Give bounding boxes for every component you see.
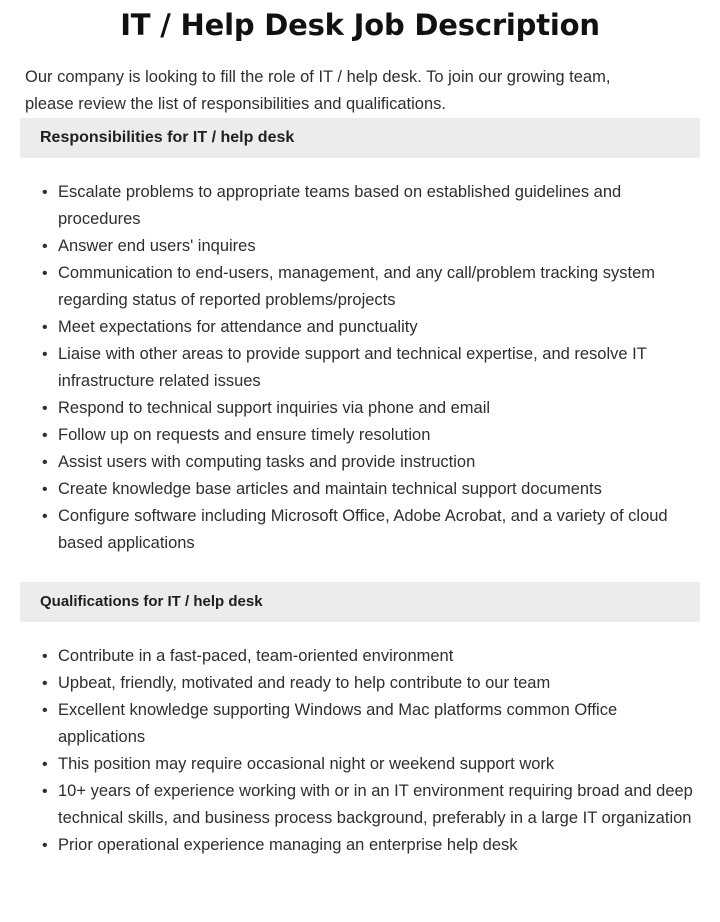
- list-item: [0, 643, 720, 670]
- list-item: [0, 422, 720, 449]
- list-item-text: Upbeat, friendly, motivated and ready to help contribute to our team: [58, 674, 551, 692]
- bullet-icon: •: [42, 319, 48, 336]
- bullet-icon: •: [42, 184, 48, 201]
- responsibilities-list: [0, 179, 720, 557]
- list-item: [0, 476, 720, 503]
- list-item: [0, 503, 720, 557]
- list-item-text: Liaise with other areas to provide support and technical expertise, and resolve IT infrastructure related issues: [58, 345, 647, 390]
- list-item-text: Answer end users' inquires: [58, 237, 256, 255]
- list-item: [0, 751, 720, 778]
- bullet-icon: •: [42, 783, 48, 800]
- section-title-qualifications: Qualifications for IT / help desk: [40, 593, 263, 610]
- list-item-text: Contribute in a fast-paced, team-oriented environment: [58, 647, 454, 665]
- list-item-text: Prior operational experience managing an enterprise help desk: [58, 836, 518, 854]
- bullet-icon: •: [42, 427, 48, 444]
- list-item: [0, 449, 720, 476]
- bullet-icon: •: [42, 702, 48, 719]
- spacer: [0, 859, 720, 879]
- list-item-text: Communication to end-users, management, and any call/problem tracking system regarding status of reported problems/projects: [58, 264, 656, 309]
- page-title: IT / Help Desk Job Description: [120, 8, 600, 42]
- list-item: [0, 832, 720, 859]
- list-item: [0, 341, 720, 395]
- list-item-text: Configure software including Microsoft Office, Adobe Acrobat, and a variety of cloud based applications: [58, 507, 668, 552]
- list-item-text: Meet expectations for attendance and punctuality: [58, 318, 418, 336]
- bullet-icon: •: [42, 481, 48, 498]
- bullet-icon: •: [42, 265, 48, 282]
- section-header-qualifications: [20, 582, 700, 622]
- spacer: [0, 622, 720, 643]
- bullet-icon: •: [42, 508, 48, 525]
- list-item: [0, 260, 720, 314]
- section-qualifications: [0, 582, 720, 879]
- bullet-icon: •: [42, 756, 48, 773]
- intro-paragraph: Our company is looking to fill the role of IT / help desk. To join our growing team, please review the list of responsibilities and qualifications.: [25, 68, 611, 113]
- bullet-icon: •: [42, 238, 48, 255]
- list-item-text: Follow up on requests and ensure timely resolution: [58, 426, 431, 444]
- spacer: [0, 557, 720, 582]
- section-title-responsibilities: Responsibilities for IT / help desk: [40, 129, 295, 146]
- list-item-text: Respond to technical support inquiries via phone and email: [58, 399, 491, 417]
- list-item: [0, 233, 720, 260]
- list-item: [0, 670, 720, 697]
- section-responsibilities: [0, 118, 720, 582]
- bullet-icon: •: [42, 837, 48, 854]
- list-item: [0, 697, 720, 751]
- spacer: [0, 158, 720, 179]
- list-item: [0, 179, 720, 233]
- bullet-icon: •: [42, 454, 48, 471]
- list-item-text: This position may require occasional night or weekend support work: [58, 755, 555, 773]
- list-item: [0, 778, 720, 832]
- bullet-icon: •: [42, 400, 48, 417]
- list-item-text: 10+ years of experience working with or in an IT environment requiring broad and deep technical skills, and business process background, preferably in a large IT organization: [58, 782, 693, 827]
- bullet-icon: •: [42, 346, 48, 363]
- bullet-icon: •: [42, 648, 48, 665]
- list-item-text: Excellent knowledge supporting Windows and Mac platforms common Office applications: [58, 701, 618, 746]
- list-item-text: Escalate problems to appropriate teams based on established guidelines and procedures: [58, 183, 622, 228]
- list-item-text: Create knowledge base articles and maintain technical support documents: [58, 480, 602, 498]
- qualifications-list: [0, 643, 720, 859]
- list-item-text: Assist users with computing tasks and provide instruction: [58, 453, 476, 471]
- bullet-icon: •: [42, 675, 48, 692]
- section-header-responsibilities: [20, 118, 700, 158]
- list-item: [0, 395, 720, 422]
- list-item: [0, 314, 720, 341]
